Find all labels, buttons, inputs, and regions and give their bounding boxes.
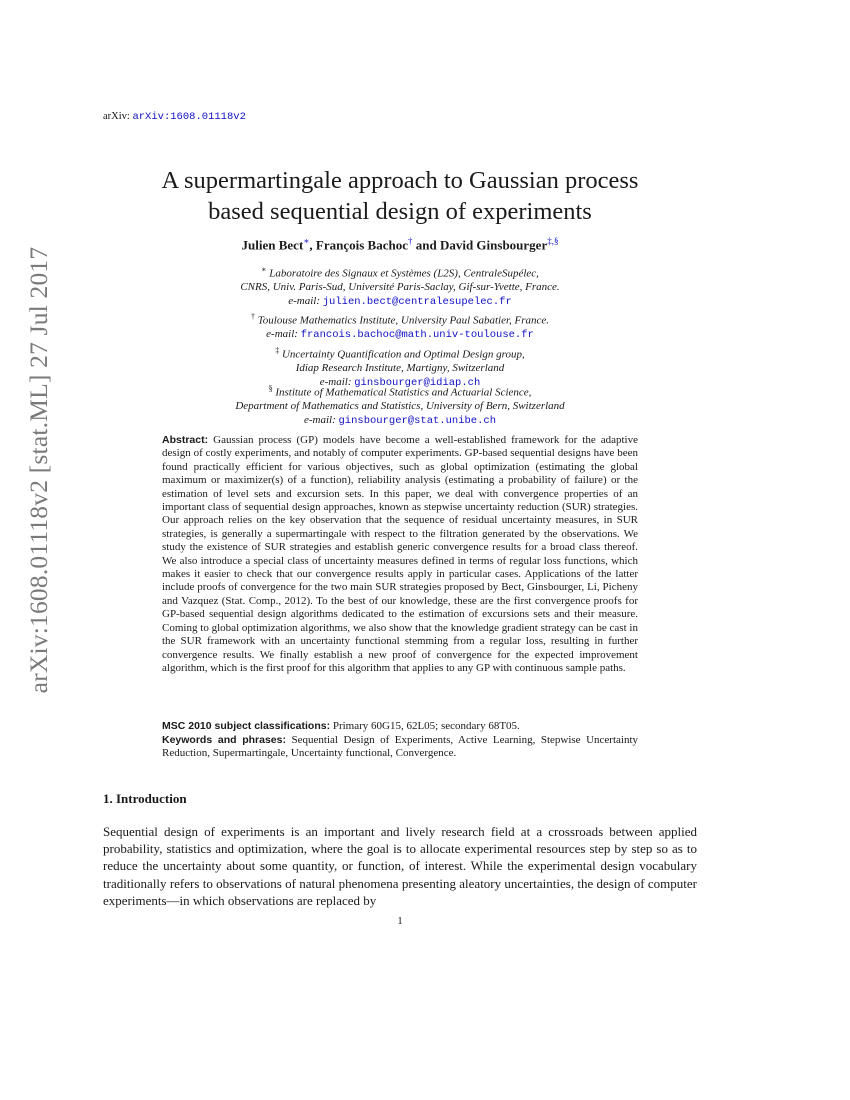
paper-title [100,165,700,227]
author-mark[interactable]: † [407,236,413,246]
abstract [162,434,638,675]
affiliation-line: Uncertainty Quantification and Optimal Design group, [281,348,525,361]
email-link[interactable]: julien.bect@centralesupelec.fr [322,295,512,308]
affiliation-mark: § [268,384,273,393]
title-line-1: A supermartingale approach to Gaussian process [161,167,639,194]
author-name: Julien Bect [241,237,304,253]
email-link[interactable]: francois.bachoc@math.univ-toulouse.fr [300,329,534,342]
affiliation-line: Laboratoire des Signaux et Systèmes (L2S), CentraleSupélec, [269,267,539,280]
arxiv-prefix: arXiv: [103,111,130,122]
affiliation-line: Department of Mathematics and Statistics, University of Bern, Switzerland [235,400,565,413]
author-mark[interactable]: ‡,§ [547,236,559,246]
email-label: e-mail: [319,375,352,388]
msc-classifications [162,720,638,733]
arxiv-id-link[interactable]: arXiv:1608.01118v2 [132,111,246,123]
affiliation-line: Toulouse Mathematics Institute, University Paul Sabatier, France. [257,314,550,327]
affiliation-mark: ‡ [275,346,280,355]
intro-paragraph: Sequential design of experiments is an important and lively research field at a crossroads between applied probability, statistics and optimization, where the goal is to allocate experimental resources step by step so as to reduce the uncertainty about some quantity, or function, of interest. While the experimental design vocabulary traditionally refers to observations of natural phenomena presenting aleatory uncertainties, the design of computer experiments—in which observations are replaced by [103,824,697,908]
page-number: 1 [397,915,403,927]
affiliation-mark: † [250,312,255,321]
author-list [100,236,700,253]
section-heading: 1. Introduction [103,791,187,806]
title-line-2: based sequential design of experiments [208,198,592,225]
affiliation-mark: ∗ [261,265,267,274]
affiliation-line: Idiap Research Institute, Martigny, Switzerland [295,362,505,375]
email-label: e-mail: [288,294,320,307]
email-label: e-mail: [266,328,298,341]
keywords-text: Sequential Design of Experiments, Active Learning, Stepwise Uncertainty Reduction, Supermartingale, Uncertainty functional, Convergence. [162,734,639,760]
author-mark[interactable]: ∗ [303,236,310,246]
author-name: François Bachoc [315,237,408,253]
keywords [162,734,638,761]
affiliation-line: CNRS, Univ. Paris-Sud, Université Paris-Saclay, Gif-sur-Yvette, France. [240,281,560,294]
email-link[interactable]: ginsbourger@idiap.ch [354,376,481,389]
msc-text: Primary 60G15, 62L05; secondary 68T05. [332,720,520,732]
keywords-label: Keywords and phrases: [162,734,286,746]
author-separator: and [412,237,440,253]
author-separator: , [309,237,316,253]
author-name: David Ginsbourger [439,237,548,253]
affiliation-2 [150,310,650,343]
affiliation-line: Institute of Mathematical Statistics and Actuarial Science, [275,386,532,399]
affiliation-1 [150,263,650,309]
msc-label: MSC 2010 subject classifications: [162,720,331,732]
arxiv-stamp-text: arXiv:1608.01118v2 [stat.ML] 27 Jul 2017 [24,246,53,694]
email-label: e-mail: [303,413,336,426]
email-link[interactable]: ginsbourger@stat.unibe.ch [338,414,497,427]
abstract-text: Gaussian process (GP) models have become a well-established framework for the adaptive design of costly experiments, and notably of computer experiments. GP-based sequential designs have been found practically efficient for various objectives, such as global optimization (estimating the global maximum or maximizer(s) of a function), reliability analysis (estimating a probability of failure) or the estimation of level sets and excursion sets. In this paper, we deal with convergence properties of an important class of sequential design approaches, known as stepwise uncertainty reduction (SUR) strategies. Our approach relies on the key observation that the sequence of residual uncertainty measures, in SUR strategies, is generally a supermartingale with respect to the filtration generated by the observations. We study the existence of SUR strategies and establish generic convergence results for a broad class thereof. We also introduce a special class of uncertainty measures defined in terms of regular loss functions, which makes it easier to check that our convergence results apply in particular cases. Applications of the latter include proofs of convergence for the two main SUR strategies proposed by Bect, Ginsbourger, Li, Picheny and Vazquez (Stat. Comp., 2012). To the best of our knowledge, these are the first convergence proofs for GP-based sequential design algorithms dedicated to the estimation of excursions sets and their measure. Coming to global optimization algorithms, we also show that the knowledge gradient strategy can be cast in the SUR framework with an uncertainty functional stemming from a regular loss, resulting in further convergence results. We finally establish a new proof of convergence for the expected improvement algorithm, which is the first proof for this algorithm that applies to any GP with continuous sample paths. [162,434,638,674]
arxiv-header [103,111,246,123]
affiliation-4 [150,382,650,428]
abstract-label: Abstract: [162,434,209,446]
